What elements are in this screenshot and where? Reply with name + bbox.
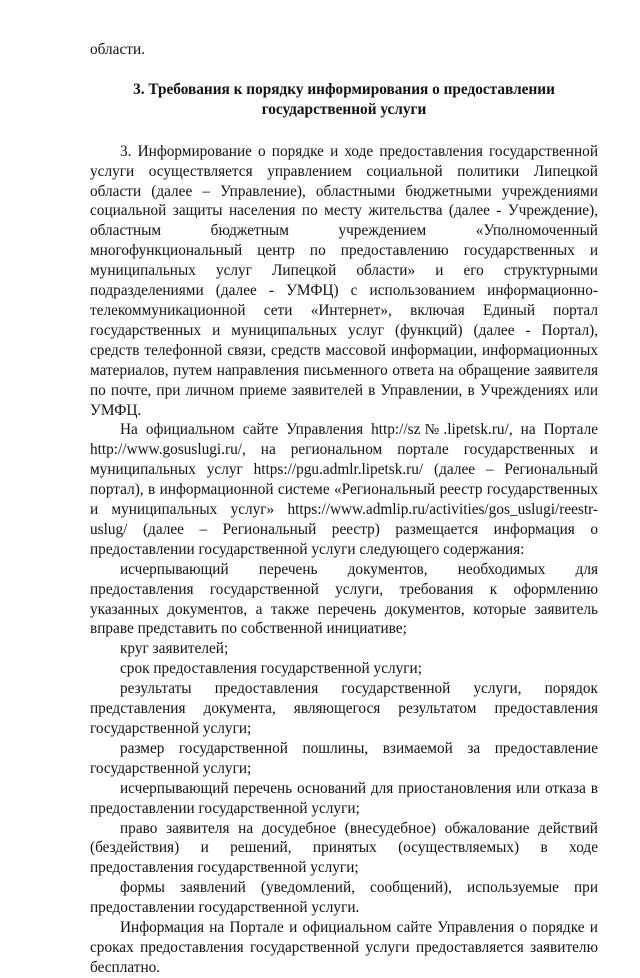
list-item-refusal-grounds: исчерпывающий перечень оснований для приостановления или отказа в предоставлении государственной услуги; — [90, 779, 598, 817]
list-item-appeal-right: право заявителя на досудебное (внесудебное) обжалование действий (бездействия) и решений, принятых (осуществляемых) в ходе предоставления государственной услуги; — [90, 819, 598, 877]
paragraph-free-info: Информация на Портале и официальном сайте Управления о порядке и сроках предоставления государственной услуги предоставляется заявителю бесплатно. — [90, 919, 598, 976]
lead-text: области. — [90, 41, 145, 58]
list-item-fee: размер государственной пошлины, взимаемой за предоставление государственной услуги; — [90, 739, 598, 777]
document-page — [90, 40, 598, 978]
list-item-forms: формы заявлений (уведомлений, сообщений), используемые при предоставлении государственной услуги. — [90, 879, 598, 917]
section-heading-line-1: 3. Требования к порядку информирования о предоставлении — [133, 80, 555, 98]
list-item-term: срок предоставления государственной услуги; — [120, 660, 422, 678]
paragraph-informing: 3. Информирование о порядке и ходе предоставления государственной услуги осуществляется управлением социальной политики Липецкой области (далее – Управление), областными бюджетными учреждениями социальной защиты населения по месту жительства (далее - Учреждение), областным бюджетным учреждением «Уполномоченный многофункциональный центр по предоставлению государственных и муниципальных услуг Липецкой области» и его структурными подразделениями (далее - УМФЦ) с использованием информационно-телекоммуникационной сети «Интернет», включая Единый портал государственных и муниципальных услуг (функций) (далее - Портал), средств телефонной связи, средств массовой информации, информационных материалов, путем направления письменного ответа на обращение заявителя по почте, при личном приеме заявителей в Управлении, в Учреждениях или УМФЦ. — [90, 142, 598, 419]
section-heading-line-2: государственной услуги — [261, 100, 427, 118]
paragraph-official-sites: На официальном сайте Управления http://sz№.lipetsk.ru/, на Портале http://www.gosuslugi.ru/, на региональном портале государственных и муниципальных услуг https://pgu.admlr.lipetsk.ru/ (далее – Региональный портал), в информационной системе «Региональный реестр государственных и муниципальных услуг» https://www.admlip.ru/activities/gos_uslugi/reestr-uslug/ (далее – Региональный реестр) размещается информация о предоставлении государственной услуги следующего содержания: — [90, 421, 598, 558]
section-heading — [90, 80, 598, 120]
list-item-applicants: круг заявителей; — [120, 640, 229, 658]
list-item-results: результаты предоставления государственной услуги, порядок представления документа, являющегося результатом предоставления государственной услуги; — [90, 680, 598, 737]
list-item-documents: исчерпывающий перечень документов, необходимых для предоставления государственной услуги, требования к оформлению указанных документов, а также перечень документов, которые заявитель вправе представить по собственной инициативе; — [90, 560, 598, 638]
